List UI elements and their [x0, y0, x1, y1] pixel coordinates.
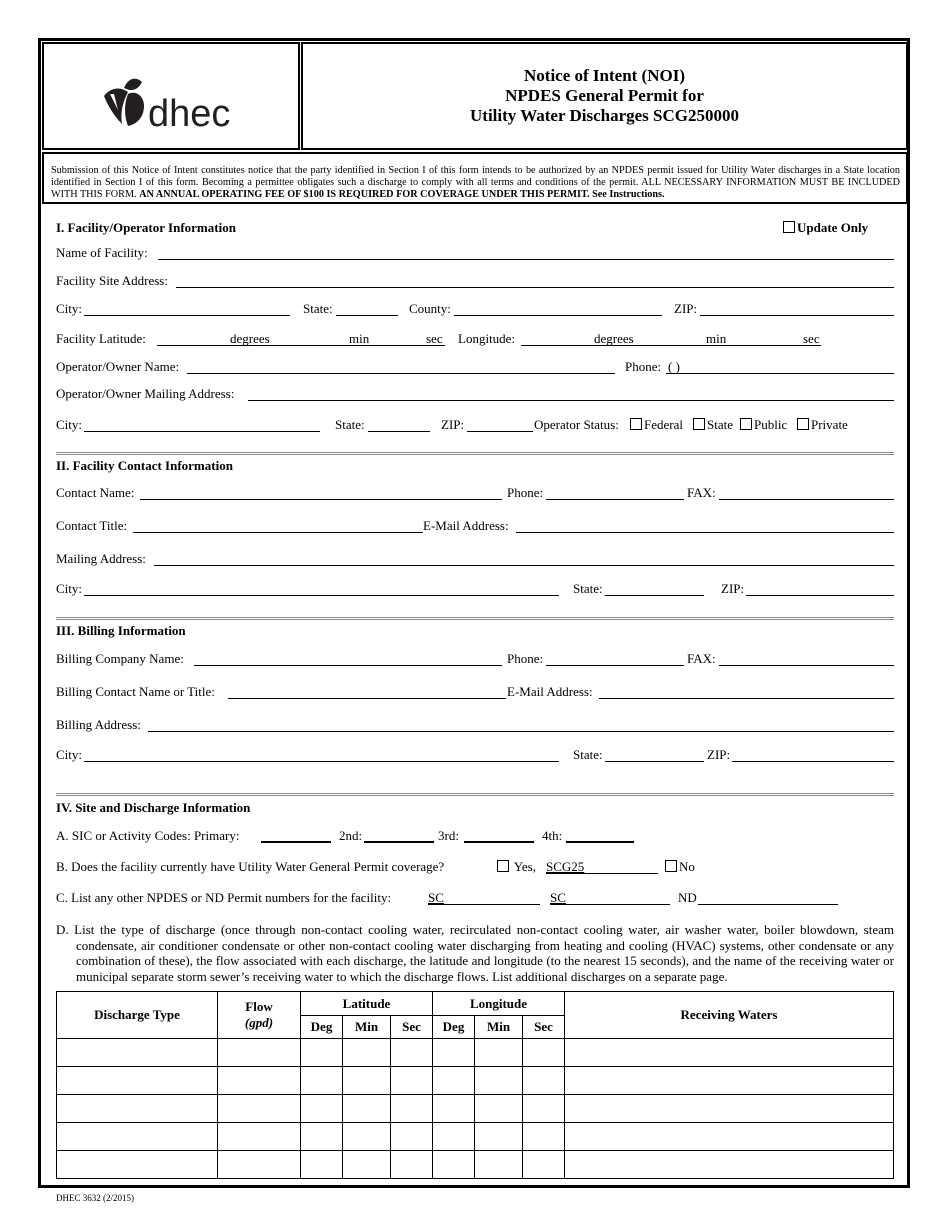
status-state-label: State — [707, 417, 733, 432]
section-4-title: IV. Site and Discharge Information — [56, 800, 251, 815]
billing-city-field[interactable] — [84, 761, 559, 762]
operator-address-label: Operator/Owner Mailing Address: — [56, 386, 235, 401]
lon-degrees: degrees — [594, 331, 634, 346]
billing-fax-field[interactable] — [719, 665, 894, 666]
col-flow-label: Flow — [245, 999, 273, 1014]
contact-city-field[interactable] — [84, 595, 559, 596]
status-federal-label: Federal — [644, 417, 683, 432]
col-discharge-type: Discharge Type — [57, 992, 218, 1039]
checkbox-icon — [497, 860, 509, 872]
status-federal-checkbox[interactable] — [630, 417, 683, 433]
col-latitude: Latitude — [301, 992, 433, 1016]
billing-fax-label: FAX: — [687, 651, 716, 666]
contact-name-label: Contact Name: — [56, 485, 135, 500]
title-cell — [301, 42, 908, 150]
status-state-checkbox[interactable] — [693, 417, 733, 433]
checkbox-icon — [693, 418, 705, 430]
coverage-yes-checkbox[interactable] — [497, 859, 536, 875]
contact-state-label: State: — [573, 581, 603, 596]
billing-contact-label: Billing Contact Name or Title: — [56, 684, 215, 699]
table-row[interactable] — [57, 1151, 894, 1179]
permit-sc-2-field[interactable] — [550, 904, 670, 905]
billing-address-label: Billing Address: — [56, 717, 141, 732]
coverage-no-label: No — [679, 859, 695, 874]
section-divider — [56, 452, 894, 455]
col-receiving-waters: Receiving Waters — [565, 992, 894, 1039]
permit-sc-1: SC — [428, 890, 444, 905]
operator-status-label: Operator Status: — [534, 417, 619, 432]
svg-text:dhec: dhec — [148, 93, 231, 135]
billing-company-field[interactable] — [194, 665, 502, 666]
latitude-field[interactable] — [157, 345, 445, 346]
contact-state-field[interactable] — [605, 595, 704, 596]
col-flow — [218, 992, 301, 1039]
status-private-checkbox[interactable] — [797, 417, 848, 433]
site-address-field[interactable] — [176, 287, 894, 288]
col-lon-sec: Sec — [523, 1016, 565, 1039]
contact-email-label: E-Mail Address: — [423, 518, 509, 533]
zip-field[interactable] — [700, 315, 894, 316]
operator-state-label: State: — [335, 417, 365, 432]
contact-phone-label: Phone: — [507, 485, 544, 500]
lat-min: min — [349, 331, 370, 346]
status-public-checkbox[interactable] — [740, 417, 787, 433]
section-2-title: II. Facility Contact Information — [56, 458, 233, 473]
contact-phone-field[interactable] — [546, 499, 684, 500]
table-row[interactable] — [57, 1039, 894, 1067]
sic-4th-field[interactable] — [566, 841, 634, 843]
contact-name-field[interactable] — [140, 499, 502, 500]
billing-city-label: City: — [56, 747, 83, 762]
county-label: County: — [409, 301, 451, 316]
lon-sec: sec — [803, 331, 820, 346]
county-field[interactable] — [454, 315, 662, 316]
operator-phone-field[interactable] — [666, 373, 894, 374]
update-only-label: Update Only — [797, 220, 869, 235]
city-label: City: — [56, 301, 83, 316]
col-lat-deg: Deg — [301, 1016, 343, 1039]
checkbox-icon — [797, 418, 809, 430]
contact-title-label: Contact Title: — [56, 518, 128, 533]
title-line-3: Utility Water Discharges SCG250000 — [470, 106, 739, 125]
col-flow-unit: (gpd) — [244, 1015, 274, 1030]
billing-phone-field[interactable] — [546, 665, 684, 666]
coverage-yes-label: Yes, — [513, 859, 536, 874]
permit-sc-1-field[interactable] — [428, 904, 540, 905]
contact-mailing-label: Mailing Address: — [56, 551, 146, 566]
update-only-checkbox[interactable] — [783, 220, 868, 236]
lon-min: min — [706, 331, 727, 346]
section-1-title: I. Facility/Operator Information — [56, 220, 236, 235]
permit-sc-2: SC — [550, 890, 566, 905]
state-field[interactable] — [336, 315, 398, 316]
sic-2nd-field[interactable] — [364, 841, 434, 843]
sic-3rd-label: 3rd: — [438, 828, 459, 843]
col-lat-min: Min — [343, 1016, 391, 1039]
sic-4th-label: 4th: — [542, 828, 563, 843]
intro-fee: AN ANNUAL OPERATING FEE OF $100 IS REQUIRED FOR COVERAGE UNDER THIS PERMIT. See Instructions. — [139, 189, 665, 201]
contact-fax-field[interactable] — [719, 499, 894, 500]
operator-zip-label: ZIP: — [441, 417, 465, 432]
state-label: State: — [303, 301, 333, 316]
coverage-question: B. Does the facility currently have Utility Water General Permit coverage? — [56, 859, 445, 874]
billing-contact-field[interactable] — [228, 698, 506, 699]
checkbox-icon — [630, 418, 642, 430]
table-row[interactable] — [57, 1095, 894, 1123]
longitude-field[interactable] — [521, 345, 821, 346]
col-lon-min: Min — [475, 1016, 523, 1039]
permit-nd: ND — [678, 890, 697, 905]
billing-state-label: State: — [573, 747, 603, 762]
sic-3rd-field[interactable] — [464, 841, 534, 843]
operator-address-field[interactable] — [248, 400, 894, 401]
table-row[interactable] — [57, 1067, 894, 1095]
operator-phone-parens: ( ) — [668, 359, 680, 374]
city-field[interactable] — [84, 315, 290, 316]
checkbox-icon — [783, 221, 795, 233]
sic-2nd-label: 2nd: — [339, 828, 363, 843]
title-line-1: Notice of Intent (NOI) — [524, 66, 685, 85]
operator-name-label: Operator/Owner Name: — [56, 359, 180, 374]
contact-zip-label: ZIP: — [721, 581, 745, 596]
contact-email-field[interactable] — [516, 532, 894, 533]
site-address-label: Facility Site Address: — [56, 273, 168, 288]
table-row[interactable] — [57, 1123, 894, 1151]
billing-email-label: E-Mail Address: — [507, 684, 593, 699]
form-number: DHEC 3632 (2/2015) — [56, 1193, 134, 1203]
contact-zip-field[interactable] — [746, 595, 894, 596]
coverage-permit-field[interactable] — [546, 873, 658, 874]
section-3-title: III. Billing Information — [56, 623, 186, 638]
billing-zip-label: ZIP: — [707, 747, 731, 762]
section-divider — [56, 617, 894, 620]
coverage-no-checkbox[interactable] — [665, 859, 695, 875]
operator-phone-label: Phone: — [625, 359, 662, 374]
billing-state-field[interactable] — [605, 761, 704, 762]
discharge-table — [56, 991, 894, 1179]
contact-title-field[interactable] — [133, 532, 423, 533]
facility-name-field[interactable] — [158, 259, 894, 260]
sic-label: A. SIC or Activity Codes: Primary: — [56, 828, 240, 843]
zip-label: ZIP: — [674, 301, 698, 316]
sic-primary-field[interactable] — [261, 841, 331, 843]
logo-cell — [42, 42, 300, 150]
operator-city-field[interactable] — [84, 431, 320, 432]
lat-sec: sec — [426, 331, 443, 346]
col-lon-deg: Deg — [433, 1016, 475, 1039]
intro-notice — [42, 152, 908, 204]
status-private-label: Private — [811, 417, 848, 432]
checkbox-icon — [740, 418, 752, 430]
col-longitude: Longitude — [433, 992, 565, 1016]
operator-state-field[interactable] — [368, 431, 430, 432]
checkbox-icon — [665, 860, 677, 872]
billing-email-field[interactable] — [599, 698, 894, 699]
latitude-label: Facility Latitude: — [56, 331, 146, 346]
col-lat-sec: Sec — [391, 1016, 433, 1039]
lat-degrees: degrees — [230, 331, 270, 346]
intro-text: Submission of this Notice of Intent constitutes notice that the party identified in Section I of this form intends to be authorized by an NPDES permit issued for Utility Water discharges in a State location identified in Section I of this form. Becoming a permittee obligates such a discharge to comply with all terms and conditions of the permit. ALL NECESSARY INFORMATION MUST BE INCLUDED WITH THIS FORM. — [51, 165, 900, 201]
facility-name-label: Name of Facility: — [56, 245, 148, 260]
discharge-instructions-text: D. List the type of discharge (once through non-contact cooling water, recirculated non-contact cooling water, air washer water, boiler blowdown, steam condensate, air conditioner condensate or other non-contact cooling water discharging from heating and cooling (HVAC) systems, other condensate or any combination of these), the flow associated with each discharge, the latitude and longitude (to the nearest 15 seconds), and the name of the receiving water or municipal separate storm sewer’s receiving water to which the discharge flows. List additional discharges on a separate page. — [56, 922, 894, 984]
permit-nd-field[interactable] — [698, 904, 838, 905]
billing-phone-label: Phone: — [507, 651, 544, 666]
contact-city-label: City: — [56, 581, 83, 596]
operator-city-label: City: — [56, 417, 83, 432]
status-public-label: Public — [754, 417, 788, 432]
dhec-logo-icon — [44, 44, 298, 148]
coverage-scg-prefix: SCG25 — [546, 859, 585, 874]
discharge-instructions — [56, 922, 894, 984]
contact-fax-label: FAX: — [687, 485, 716, 500]
billing-zip-field[interactable] — [732, 761, 894, 762]
longitude-label: Longitude: — [458, 331, 516, 346]
title-line-2: NPDES General Permit for — [505, 86, 704, 105]
billing-address-field[interactable] — [148, 731, 894, 732]
other-permits-label: C. List any other NPDES or ND Permit numbers for the facility: — [56, 890, 392, 905]
billing-company-label: Billing Company Name: — [56, 651, 184, 666]
contact-mailing-field[interactable] — [154, 565, 894, 566]
section-divider — [56, 793, 894, 796]
operator-zip-field[interactable] — [467, 431, 533, 432]
operator-name-field[interactable] — [187, 373, 615, 374]
